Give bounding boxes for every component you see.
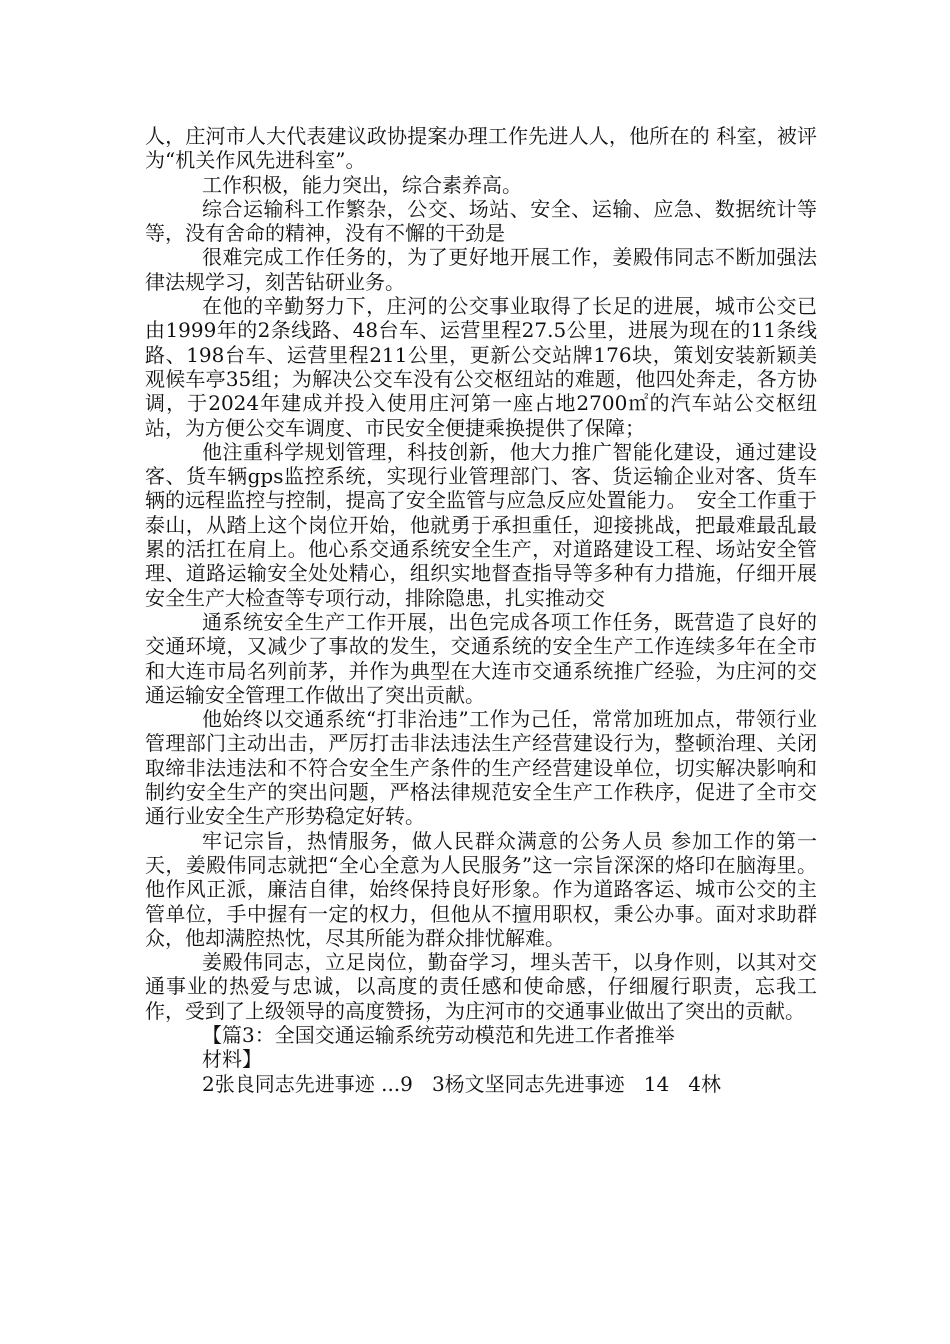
section-heading-line-2: 材料】: [202, 1047, 262, 1072]
section-heading-line-1: 【篇3：全国交通运输系统劳动模范和先进工作者推举: [202, 1022, 675, 1047]
paragraph-3: 综合运输科工作繁杂，公交、场站、安全、运输、应急、数据统计等等，没有舍命的精神，没有不懈的干劲是: [145, 196, 817, 246]
paragraph-5: 在他的辛勤努力下，庄河的公交事业取得了长足的进展，城市公交已由1999年的2条线路、48台车、运营里程27.5公里，进展为现在的11条线路、198台车、运营里程211公里，更新公交站牌176块，策划安装新颖美观候车亭35组；为解决公交车没有公交枢纽站的难题，他四处奔走，各方协调，于2024年建成并投入使用庄河第一座占地2700㎡的汽车站公交枢纽站，为方便公交车调度、市民安全便捷乘换提供了保障；: [145, 294, 817, 440]
paragraph-6: 他注重科学规划管理，科技创新，他大力推广智能化建设，通过建设客、货车辆gps监控系统，实现行业管理部门、客、货运输企业对客、货车辆的远程监控与控制，提高了安全监管与应急反应处置能力。 安全工作重于泰山，从踏上这个岗位开始，他就勇于承担重任，迎接挑战，把最难最乱最累的活扛在肩上。他心系交通系统安全生产，对道路建设工程、场站安全管理、道路运输安全处处精心，组织实地督查指导等多种有力措施，仔细开展安全生产大检查等专项行动，排除隐患，扎实推动交: [145, 439, 817, 610]
paragraph-9: 牢记宗旨，热情服务，做人民群众满意的公务人员 参加工作的第一天，姜殿伟同志就把“全心全意为人民服务”这一宗旨深深的烙印在脑海里。他作风正派，廉洁自律，始终保持良好形象。作为道路客运、城市公交的主管单位，手中握有一定的权力，但他从不擅用职权，秉公办事。面对求助群众，他却满腔热忱，尽其所能为群众排忧解难。: [145, 828, 817, 950]
paragraph-1: 人，庄河市人大代表建议政协提案办理工作先进人人，他所在的 科室，被评为“机关作风先进科室”。: [145, 124, 817, 173]
paragraph-7: 通系统安全生产工作开展，出色完成各项工作任务，既营造了良好的交通环境，又减少了事故的发生，交通系统的安全生产工作连续多年在全市和大连市局名列前茅，并作为典型在大连市交通系统推广经验，为庄河的交通运输安全管理工作做出了突出贡献。: [145, 609, 817, 707]
document-page: [145, 124, 817, 1096]
toc-line: 2张良同志先进事迹 ...9 3杨文坚同志先进事迹 14 4林: [202, 1071, 721, 1096]
paragraph-2: 工作积极，能力突出，综合素养高。: [202, 172, 522, 197]
section-heading: [145, 1023, 817, 1072]
paragraph-4: 很难完成工作任务的，为了更好地开展工作，姜殿伟同志不断加强法律法规学习，刻苦钻研业务。: [145, 245, 817, 294]
paragraph-10: 姜殿伟同志，立足岗位，勤奋学习，埋头苦干，以身作则，以其对交通事业的热爱与忠诚，以高度的责任感和使命感，仔细履行职责，忘我工作，受到了上级领导的高度赞扬，为庄河市的交通事业做出了突出的贡献。: [145, 950, 817, 1023]
paragraph-8: 他始终以交通系统“打非治违”工作为己任，常常加班加点，带领行业管理部门主动出击，严厉打击非法违法生产经营建设行为，整顿治理、关闭取缔非法违法和不符合安全生产条件的生产经营建设单位，切实解决影响和制约安全生产的突出问题，严格法律规范安全生产工作秩序，促进了全市交通行业安全生产形势稳定好转。: [145, 707, 817, 829]
